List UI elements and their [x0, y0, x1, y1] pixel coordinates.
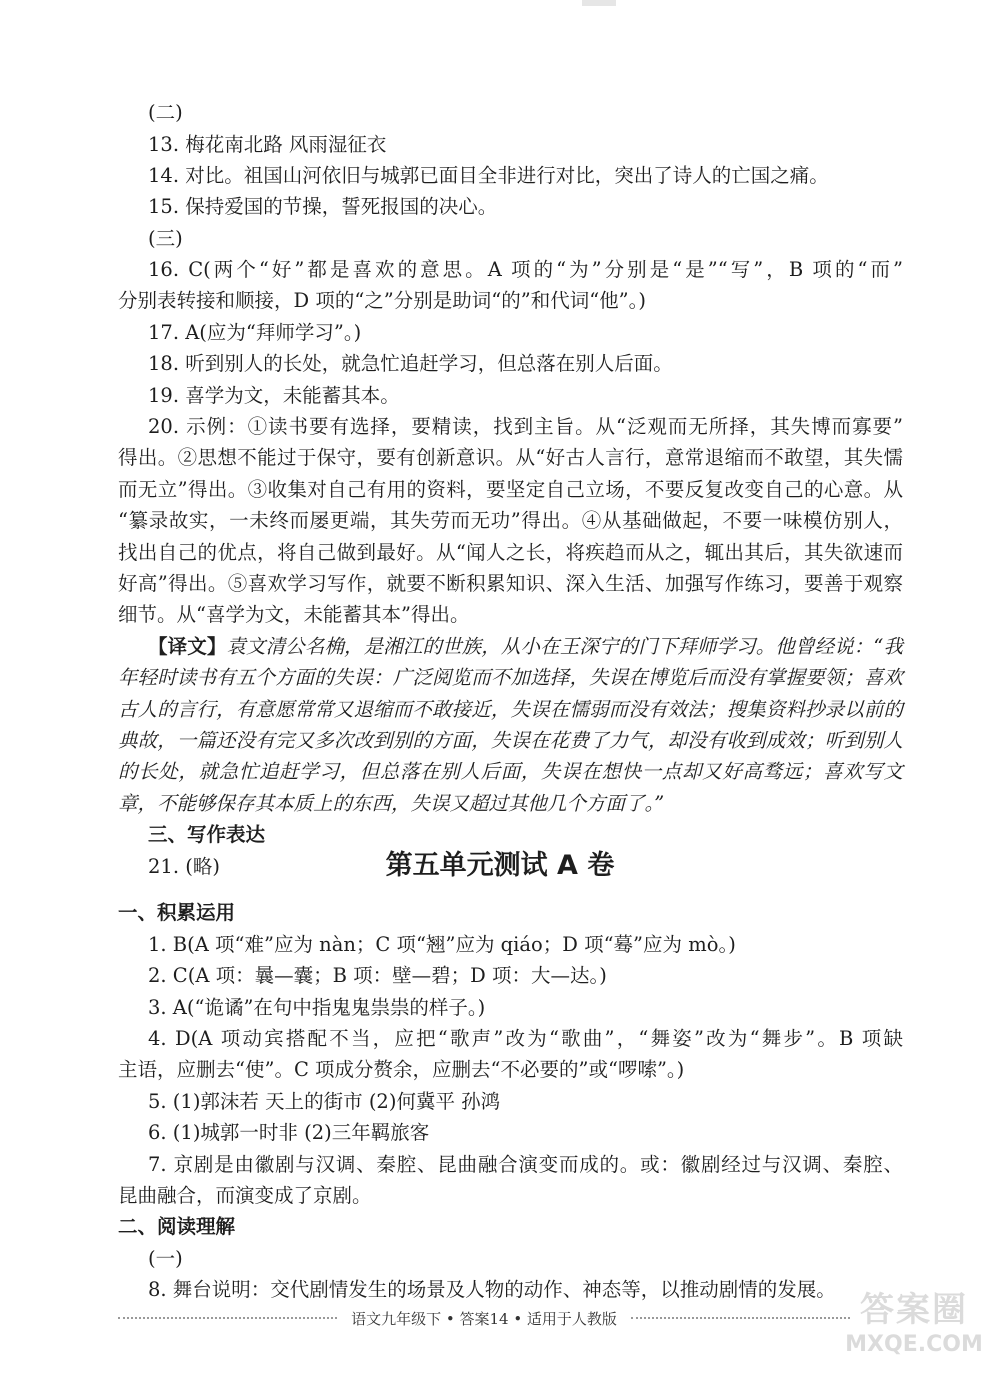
reading-subheading: (一)	[148, 1247, 183, 1270]
unit-title: 第五单元测试 A 卷	[385, 850, 615, 881]
answer-4-line2: 主语，应删去“使”。C 项成分赘余，应删去“不必要的”或“啰嗦”。)	[118, 1058, 685, 1081]
answer-3: 3. A(“诡谲”在句中指鬼鬼祟祟的样子。)	[148, 996, 486, 1019]
translation-line6: 章，不能够保存其本质上的东西，失误又超过其他几个方面了。”	[118, 792, 665, 815]
answer-17: 17. A(应为“拜师学习”。)	[148, 321, 362, 344]
writing-heading: 三、写作表达	[148, 823, 266, 846]
site-watermark	[840, 1282, 988, 1364]
footer-dots-right	[631, 1317, 850, 1319]
answer-7-line2: 昆曲融合，而演变成了京剧。	[118, 1184, 372, 1207]
watermark-logo-text: 答案圈	[860, 1290, 968, 1330]
footer-dots-left	[118, 1317, 337, 1319]
section-heading-3: (三)	[148, 227, 183, 250]
translation-tag: 【译文】	[148, 635, 227, 658]
answer-16-line2: 分别表转接和顺接，D 项的“之”分别是助词“的”和代词“他”。)	[118, 289, 647, 312]
answer-20-line7: 细节。从“喜学为文，未能蓄其本”得出。	[118, 603, 470, 626]
translation-line5: 的长处，就急忙追赶学习，但总落在别人后面，失误在想快一点却又好高骛远；喜欢写文	[118, 760, 903, 783]
section-heading-2: (二)	[148, 101, 183, 124]
answer-14: 14. 对比。祖国山河依旧与城郭已面目全非进行对比，突出了诗人的亡国之痛。	[148, 164, 829, 187]
footer-text: 语文九年级下 • 答案14 • 适用于人教版	[351, 1309, 617, 1328]
translation-line4: 典故，一篇还没有完又多次改到别的方面，失误在花费了力气，却没有收到成效；听到别人	[118, 729, 903, 752]
answer-5: 5. (1)郭沫若 天上的街市 (2)何冀平 孙鸿	[148, 1090, 501, 1113]
page-footer	[118, 1308, 850, 1328]
scan-mark	[582, 0, 616, 6]
answer-6: 6. (1)城郭一时非 (2)三年羁旅客	[148, 1121, 430, 1144]
translation-line3: 古人的言行，有意愿常常又退缩而不敢接近，失误在懦弱而没有效法；搜集资料抄录以前的	[118, 698, 903, 721]
answer-15: 15. 保持爱国的节操，誓死报国的决心。	[148, 195, 498, 218]
answer-20-line4: “纂录故实，一未终而屡更端，其失劳而无功”得出。④从基础做起，不要一味模仿别人，	[118, 509, 903, 532]
answer-4-line1: 4. D(A 项动宾搭配不当，应把“歌声”改为“歌曲”，“舞姿”改为“舞步”。B 项缺	[148, 1027, 903, 1050]
answer-2: 2. C(A 项：曩—囊；B 项：壁—碧；D 项：大—达。)	[148, 964, 607, 987]
answer-20-line3: 而无立”得出。③收集对自己有用的资料，要坚定自己立场，不要反复改变自己的心意。从	[118, 478, 903, 501]
answer-13: 13. 梅花南北路 风雨湿征衣	[148, 133, 387, 156]
answer-18: 18. 听到别人的长处，就急忙追赶学习，但总落在别人后面。	[148, 352, 673, 375]
answer-20-line1: 20. 示例：①读书要有选择，要精读，找到主旨。从“泛观而无所择，其失博而寡要”	[148, 415, 903, 438]
answer-1: 1. B(A 项“难”应为 nàn；C 项“翘”应为 qiáo；D 项“蓦”应为 mò。)	[148, 933, 736, 956]
accum-heading: 一、积累运用	[118, 901, 236, 924]
answer-20-line5: 找出自己的优点，将自己做到最好。从“闻人之长，将疾趋而从之，辄出其后，其失欲速而	[118, 541, 903, 564]
answer-20-line2: 得出。②思想不能过于保守，要有创新意识。从“好古人言行，意常退缩而不敢望，其失懦	[118, 446, 903, 469]
answer-8: 8. 舞台说明：交代剧情发生的场景及人物的动作、神态等，以推动剧情的发展。	[148, 1278, 836, 1301]
watermark-url: MXQE.COM	[845, 1332, 983, 1357]
answer-20-line6: 好高”得出。⑤喜欢学习写作，就要不断积累知识、深入生活、加强写作练习，要善于观察	[118, 572, 903, 595]
reading-heading: 二、阅读理解	[118, 1215, 236, 1238]
answer-7-line1: 7. 京剧是由徽剧与汉调、秦腔、昆曲融合演变而成的。或：徽剧经过与汉调、秦腔、	[148, 1153, 903, 1176]
translation-text-1: 袁文清公名桷，是湘江的世族，从小在王深宁的门下拜师学习。他曾经说：“我	[226, 635, 903, 658]
answer-21: 21. (略)	[148, 855, 220, 878]
answer-19: 19. 喜学为文，未能蓄其本。	[148, 384, 400, 407]
answer-16-line1: 16. C(两个“好”都是喜欢的意思。A 项的“为”分别是“是”“写”，B 项的“而”	[148, 258, 903, 281]
translation-line2: 年轻时读书有五个方面的失误：广泛阅览而不加选择，失误在博览后而没有掌握要领；喜欢	[118, 666, 903, 689]
translation-line1	[148, 632, 903, 661]
